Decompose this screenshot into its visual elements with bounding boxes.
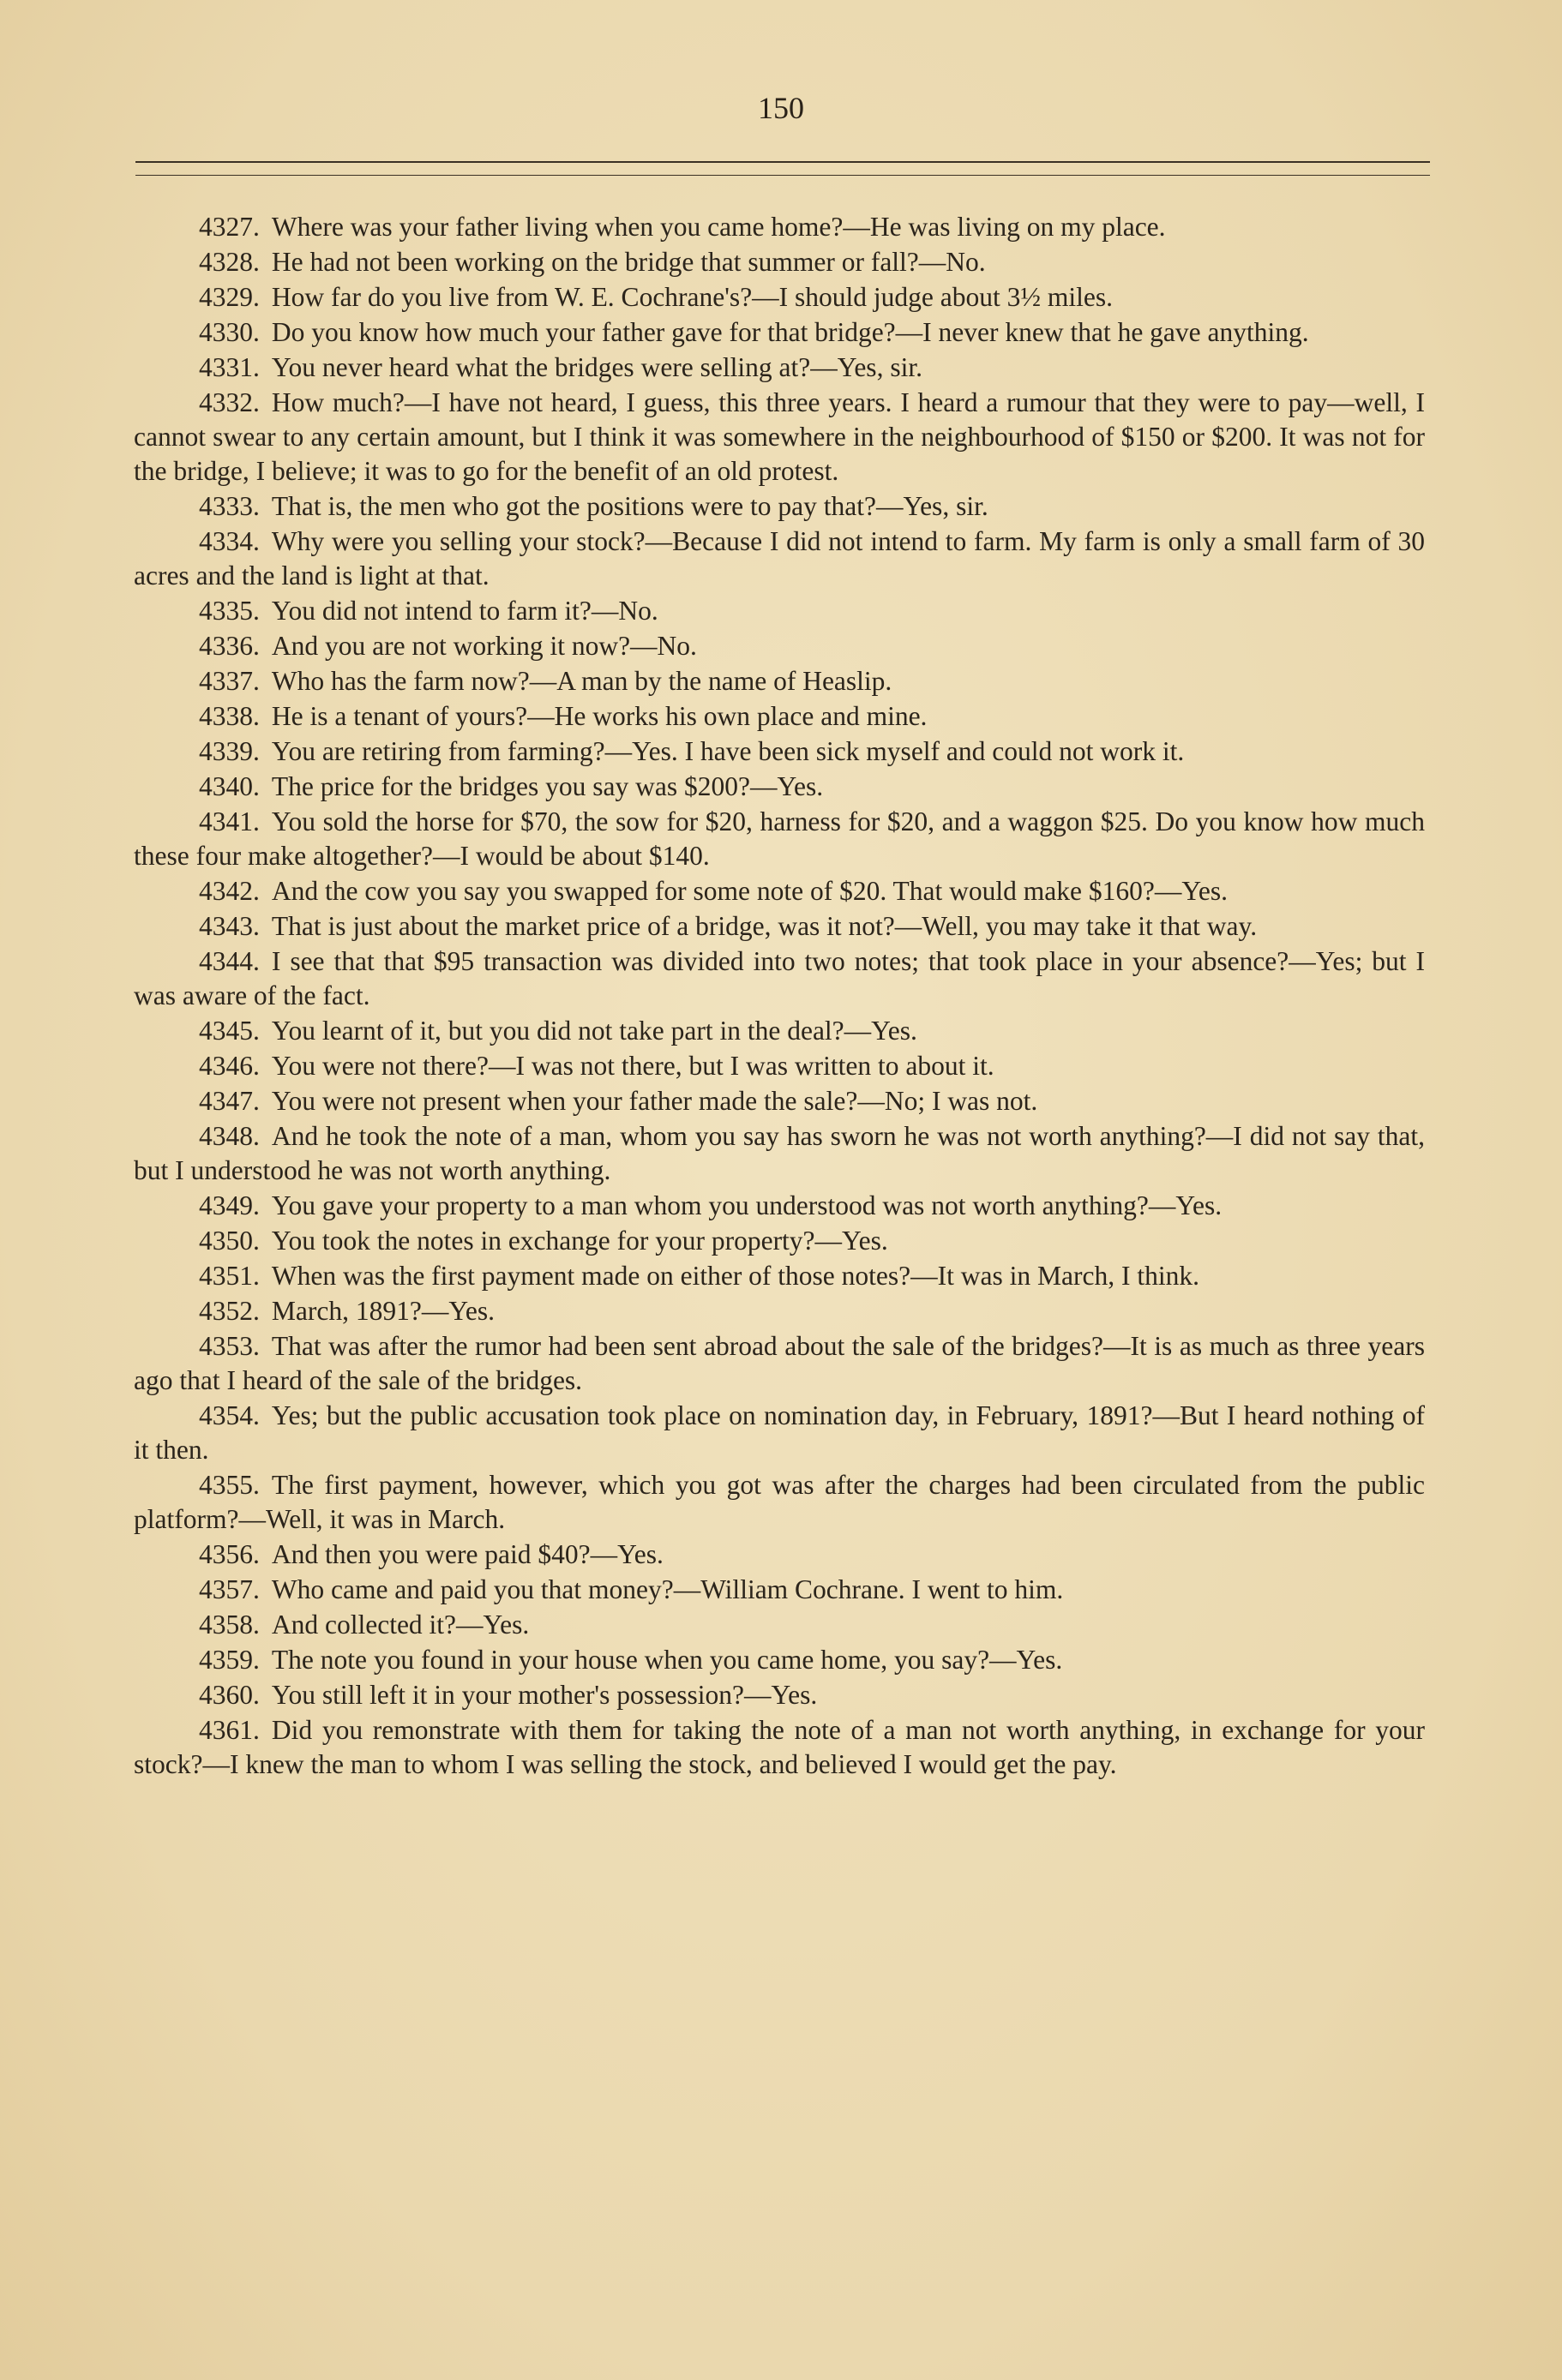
question-answer-text: That is just about the market price of a bridge, was it not?—Well, you may take it that way. xyxy=(271,911,1258,941)
question-number: 4337. xyxy=(199,666,260,696)
question-answer-text: You were not there?—I was not there, but I was written to about it. xyxy=(271,1051,994,1081)
question-answer-text: Why were you selling your stock?—Because I did not intend to farm. My farm is only a small farm of 30 acres and the land is light at that. xyxy=(134,526,1425,591)
testimony-paragraph xyxy=(134,1538,1425,1572)
testimony-paragraph xyxy=(134,1049,1425,1083)
question-answer-text: That was after the rumor had been sent abroad about the sale of the bridges?—It is as much as three years ago that I heard of the sale of the bridges. xyxy=(134,1331,1425,1395)
question-number: 4334. xyxy=(199,526,260,556)
question-number: 4342. xyxy=(199,876,260,906)
question-answer-text: When was the first payment made on either of those notes?—It was in March, I think. xyxy=(271,1261,1199,1291)
question-answer-text: Who came and paid you that money?—William Cochrane. I went to him. xyxy=(271,1574,1064,1604)
testimony-paragraph xyxy=(134,1119,1425,1188)
question-number: 4347. xyxy=(199,1086,260,1116)
question-answer-text: Where was your father living when you came home?—He was living on my place. xyxy=(271,212,1166,242)
testimony-paragraph xyxy=(134,1468,1425,1537)
question-answer-text: You did not intend to farm it?—No. xyxy=(271,596,658,626)
question-number: 4331. xyxy=(199,352,260,382)
question-number: 4350. xyxy=(199,1226,260,1256)
question-answer-text: The first payment, however, which you got was after the charges had been circulated from the public platform?—Well, it was in March. xyxy=(134,1470,1425,1534)
question-number: 4336. xyxy=(199,631,260,661)
testimony-paragraph xyxy=(134,1678,1425,1712)
testimony-paragraph xyxy=(134,351,1425,385)
testimony-paragraph xyxy=(134,1713,1425,1782)
question-answer-text: And the cow you say you swapped for some note of $20. That would make $160?—Yes. xyxy=(271,876,1229,906)
question-answer-text: Do you know how much your father gave for that bridge?—I never knew that he gave anything. xyxy=(271,317,1309,347)
testimony-paragraph xyxy=(134,1643,1425,1677)
question-number: 4353. xyxy=(199,1331,260,1361)
question-number: 4339. xyxy=(199,736,260,766)
question-answer-text: He had not been working on the bridge that summer or fall?—No. xyxy=(271,247,986,277)
testimony-paragraph xyxy=(134,280,1425,315)
testimony-paragraph xyxy=(134,1014,1425,1048)
question-number: 4349. xyxy=(199,1190,260,1220)
testimony-paragraph xyxy=(134,1399,1425,1467)
testimony-paragraph xyxy=(134,664,1425,698)
question-answer-text: You still left it in your mother's possession?—Yes. xyxy=(271,1680,818,1710)
question-number: 4333. xyxy=(199,491,260,521)
question-answer-text: The note you found in your house when you came home, you say?—Yes. xyxy=(271,1645,1063,1675)
question-answer-text: Yes; but the public accusation took place on nomination day, in February, 1891?—But I heard nothing of it then. xyxy=(134,1400,1425,1465)
question-number: 4361. xyxy=(199,1715,260,1745)
question-answer-text: The price for the bridges you say was $200?—Yes. xyxy=(271,771,824,801)
testimony-paragraph xyxy=(134,944,1425,1013)
testimony-paragraph xyxy=(134,315,1425,350)
question-answer-text: March, 1891?—Yes. xyxy=(271,1296,496,1326)
question-answer-text: You are retiring from farming?—Yes. I have been sick myself and could not work it. xyxy=(271,736,1185,766)
testimony-paragraph xyxy=(134,1294,1425,1328)
question-number: 4358. xyxy=(199,1610,260,1640)
question-number: 4344. xyxy=(199,946,260,976)
question-number: 4343. xyxy=(199,911,260,941)
testimony-paragraph xyxy=(134,1259,1425,1293)
question-answer-text: You never heard what the bridges were selling at?—Yes, sir. xyxy=(271,352,922,382)
testimony-paragraph xyxy=(134,1573,1425,1607)
testimony-paragraph xyxy=(134,770,1425,804)
question-number: 4341. xyxy=(199,806,260,836)
question-number: 4355. xyxy=(199,1470,260,1500)
testimony-paragraph xyxy=(134,489,1425,524)
header-rule-top xyxy=(135,161,1430,163)
question-answer-text: You sold the horse for $70, the sow for $20, harness for $20, and a waggon $25. Do you know how much these four make altogether?—I would be about $140. xyxy=(134,806,1425,871)
question-answer-text: And then you were paid $40?—Yes. xyxy=(271,1539,664,1569)
question-answer-text: How far do you live from W. E. Cochrane's?—I should judge about 3½ miles. xyxy=(271,282,1114,312)
question-number: 4346. xyxy=(199,1051,260,1081)
testimony-paragraph xyxy=(134,629,1425,663)
question-answer-text: And you are not working it now?—No. xyxy=(271,631,697,661)
question-answer-text: He is a tenant of yours?—He works his own place and mine. xyxy=(271,701,928,731)
testimony-paragraph xyxy=(134,1608,1425,1642)
header-rule-bottom xyxy=(135,175,1430,176)
question-number: 4345. xyxy=(199,1016,260,1046)
question-number: 4329. xyxy=(199,282,260,312)
question-answer-text: Did you remonstrate with them for taking the note of a man not worth anything, in exchange for your stock?—I knew the man to whom I was selling the stock, and believed I would get the pay. xyxy=(134,1715,1425,1779)
testimony-paragraph xyxy=(134,525,1425,593)
testimony-paragraph xyxy=(134,1329,1425,1398)
question-number: 4330. xyxy=(199,317,260,347)
testimony-paragraph xyxy=(134,386,1425,489)
testimony-paragraph xyxy=(134,805,1425,873)
question-number: 4340. xyxy=(199,771,260,801)
question-answer-text: And collected it?—Yes. xyxy=(271,1610,530,1640)
question-number: 4351. xyxy=(199,1261,260,1291)
testimony-paragraph xyxy=(134,1189,1425,1223)
question-number: 4328. xyxy=(199,247,260,277)
testimony-paragraph xyxy=(134,594,1425,628)
question-number: 4327. xyxy=(199,212,260,242)
testimony-paragraph xyxy=(134,734,1425,769)
question-answer-text: You took the notes in exchange for your property?—Yes. xyxy=(271,1226,888,1256)
question-answer-text: Who has the farm now?—A man by the name of Heaslip. xyxy=(271,666,892,696)
question-number: 4338. xyxy=(199,701,260,731)
question-number: 4357. xyxy=(199,1574,260,1604)
testimony-paragraph xyxy=(134,909,1425,944)
testimony-paragraph xyxy=(134,1084,1425,1118)
question-number: 4356. xyxy=(199,1539,260,1569)
testimony-paragraph xyxy=(134,245,1425,279)
question-answer-text: How much?—I have not heard, I guess, this three years. I heard a rumour that they were to pay—well, I cannot swear to any certain amount, but I think it was somewhere in the neighbourhood of $150 or $200. It was not for the bridge, I believe; it was to go for the benefit of an old protest. xyxy=(134,387,1425,486)
testimony-paragraph xyxy=(134,210,1425,244)
question-number: 4359. xyxy=(199,1645,260,1675)
question-answer-text: You gave your property to a man whom you understood was not worth anything?—Yes. xyxy=(271,1190,1223,1220)
question-number: 4335. xyxy=(199,596,260,626)
question-number: 4360. xyxy=(199,1680,260,1710)
testimony-body xyxy=(134,210,1425,1783)
question-number: 4354. xyxy=(199,1400,260,1430)
question-number: 4348. xyxy=(199,1121,260,1151)
question-answer-text: And he took the note of a man, whom you say has sworn he was not worth anything?—I did not say that, but I understood he was not worth anything. xyxy=(134,1121,1425,1185)
question-answer-text: That is, the men who got the positions were to pay that?—Yes, sir. xyxy=(271,491,988,521)
question-answer-text: You learnt of it, but you did not take part in the deal?—Yes. xyxy=(271,1016,917,1046)
testimony-paragraph xyxy=(134,1224,1425,1258)
testimony-paragraph xyxy=(134,874,1425,908)
question-answer-text: I see that that $95 transaction was divided into two notes; that took place in your absence?—Yes; but I was aware of the fact. xyxy=(134,946,1425,1010)
testimony-paragraph xyxy=(134,699,1425,734)
question-number: 4352. xyxy=(199,1296,260,1326)
page-number: 150 xyxy=(758,91,804,125)
question-answer-text: You were not present when your father made the sale?—No; I was not. xyxy=(271,1086,1038,1116)
question-number: 4332. xyxy=(199,387,260,417)
